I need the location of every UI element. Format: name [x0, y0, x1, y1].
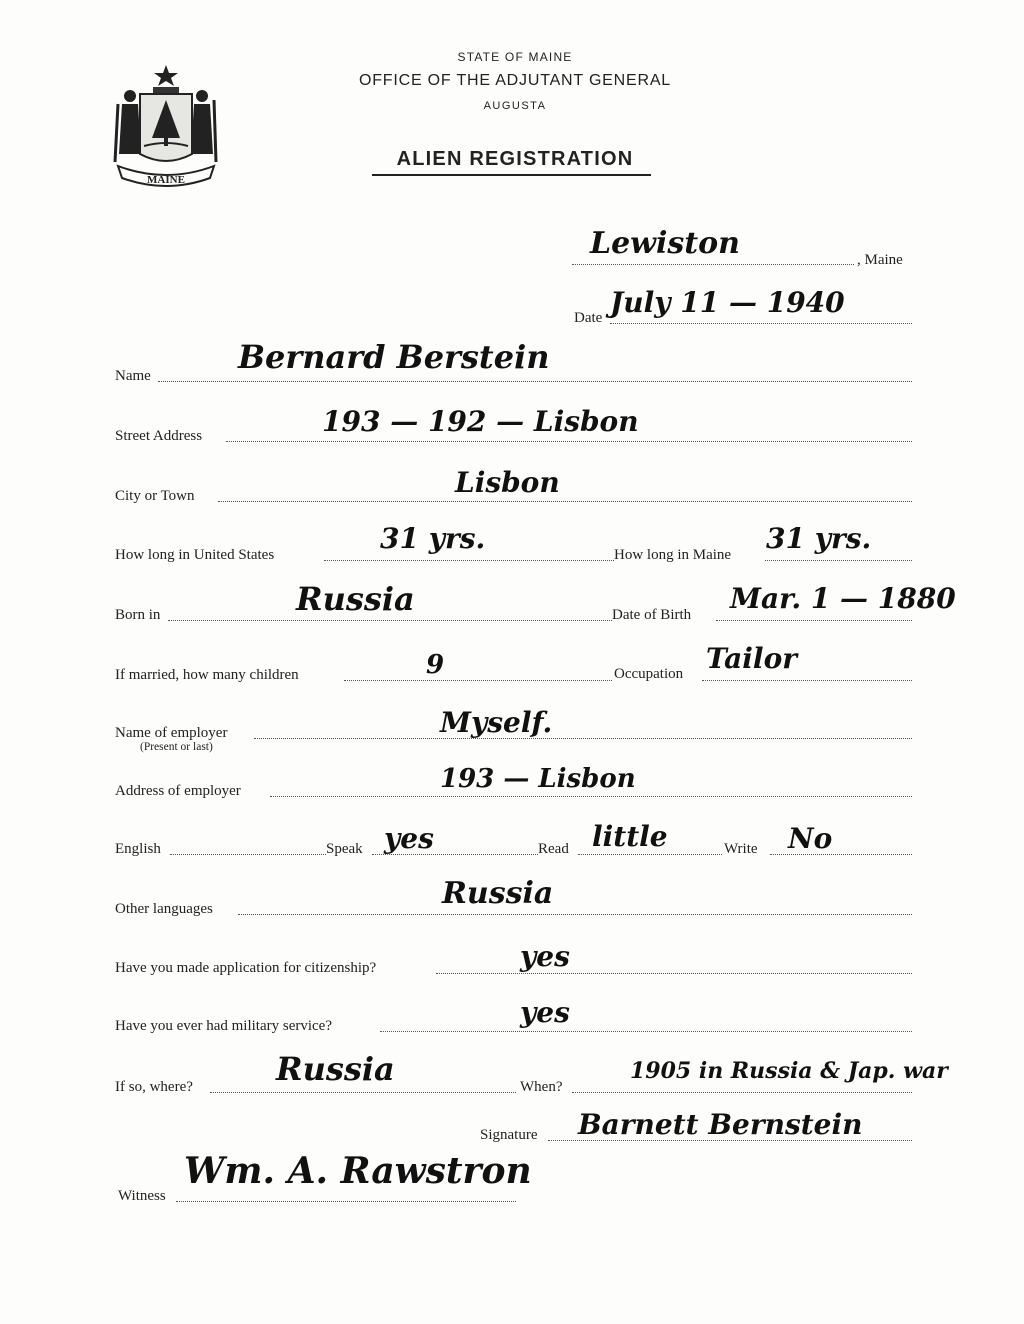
- city-value[interactable]: Lewiston: [590, 226, 740, 261]
- other-languages-line: [238, 914, 912, 915]
- title-underline: [372, 174, 651, 176]
- date-of-birth-line: [716, 620, 912, 621]
- how-long-us-label: How long in United States: [115, 547, 275, 563]
- employer-address-label: Address of employer: [115, 783, 241, 799]
- witness-value[interactable]: Wm. A. Rawstron: [184, 1150, 532, 1192]
- how-long-maine-value[interactable]: 31 yrs.: [766, 522, 872, 555]
- city-line: [572, 264, 854, 265]
- seal-text: MAINE: [147, 174, 185, 186]
- how-long-maine-line: [765, 560, 912, 561]
- how-long-us-value[interactable]: 31 yrs.: [380, 522, 486, 555]
- date-label: Date: [574, 310, 603, 326]
- write-label: Write: [724, 841, 758, 857]
- occupation-value[interactable]: Tailor: [706, 642, 797, 675]
- employer-name-label: Name of employer: [115, 725, 228, 741]
- born-in-label: Born in: [115, 607, 161, 623]
- city-or-town-label: City or Town: [115, 488, 195, 504]
- street-address-value[interactable]: 193 — 192 — Lisbon: [322, 405, 639, 438]
- when-value[interactable]: 1905 in Russia & Jap. war: [630, 1058, 948, 1084]
- military-line: [380, 1031, 912, 1032]
- children-line: [344, 680, 612, 681]
- name-label: Name: [115, 368, 151, 384]
- header-office: OFFICE OF THE ADJUTANT GENERAL: [358, 72, 672, 89]
- where-value[interactable]: Russia: [276, 1050, 395, 1088]
- employer-name-line: [254, 738, 912, 739]
- witness-label: Witness: [118, 1188, 166, 1204]
- date-line: [610, 323, 912, 324]
- header-state: STATE OF MAINE: [457, 50, 573, 64]
- witness-line: [176, 1201, 516, 1202]
- employer-address-line: [270, 796, 912, 797]
- where-line: [210, 1092, 516, 1093]
- employer-name-value[interactable]: Myself.: [440, 706, 553, 739]
- when-label: When?: [520, 1079, 563, 1095]
- employer-address-value[interactable]: 193 — Lisbon: [440, 764, 636, 794]
- write-value[interactable]: No: [788, 822, 833, 855]
- how-long-maine-label: How long in Maine: [614, 547, 732, 563]
- form-title: ALIEN REGISTRATION: [396, 148, 634, 170]
- signature-label: Signature: [480, 1127, 538, 1143]
- citizenship-label: Have you made application for citizenship?: [115, 960, 377, 976]
- date-of-birth-label: Date of Birth: [612, 607, 692, 623]
- when-line: [572, 1092, 912, 1093]
- citizenship-value[interactable]: yes: [520, 940, 570, 973]
- date-value[interactable]: July 11 — 1940: [610, 286, 845, 319]
- children-value[interactable]: 9: [426, 650, 445, 680]
- other-languages-value[interactable]: Russia: [442, 876, 554, 911]
- read-value[interactable]: little: [592, 820, 668, 853]
- occupation-label: Occupation: [614, 666, 684, 682]
- english-label: English: [115, 841, 161, 857]
- military-label: Have you ever had military service?: [115, 1018, 332, 1034]
- maine-label: , Maine: [857, 252, 903, 268]
- children-label: If married, how many children: [115, 667, 299, 683]
- born-in-value[interactable]: Russia: [296, 580, 415, 618]
- where-label: If so, where?: [115, 1079, 193, 1095]
- speak-value[interactable]: yes: [384, 822, 434, 855]
- citizenship-line: [436, 973, 912, 974]
- english-line: [170, 854, 326, 855]
- name-value[interactable]: Bernard Berstein: [238, 338, 550, 376]
- read-label: Read: [538, 841, 569, 857]
- read-line: [578, 854, 722, 855]
- city-or-town-value[interactable]: Lisbon: [455, 466, 560, 499]
- date-of-birth-value[interactable]: Mar. 1 — 1880: [730, 582, 956, 615]
- header-city: AUGUSTA: [483, 100, 547, 112]
- street-address-label: Street Address: [115, 428, 203, 444]
- maine-state-seal-icon: [110, 62, 222, 190]
- occupation-line: [702, 680, 912, 681]
- speak-label: Speak: [326, 841, 363, 857]
- street-address-line: [226, 441, 912, 442]
- born-in-line: [168, 620, 612, 621]
- other-languages-label: Other languages: [115, 901, 213, 917]
- how-long-us-line: [324, 560, 614, 561]
- name-line: [158, 381, 912, 382]
- signature-value[interactable]: Barnett Bernstein: [578, 1108, 863, 1141]
- military-value[interactable]: yes: [520, 996, 570, 1029]
- city-or-town-line: [218, 501, 912, 502]
- employer-note: (Present or last): [140, 741, 213, 753]
